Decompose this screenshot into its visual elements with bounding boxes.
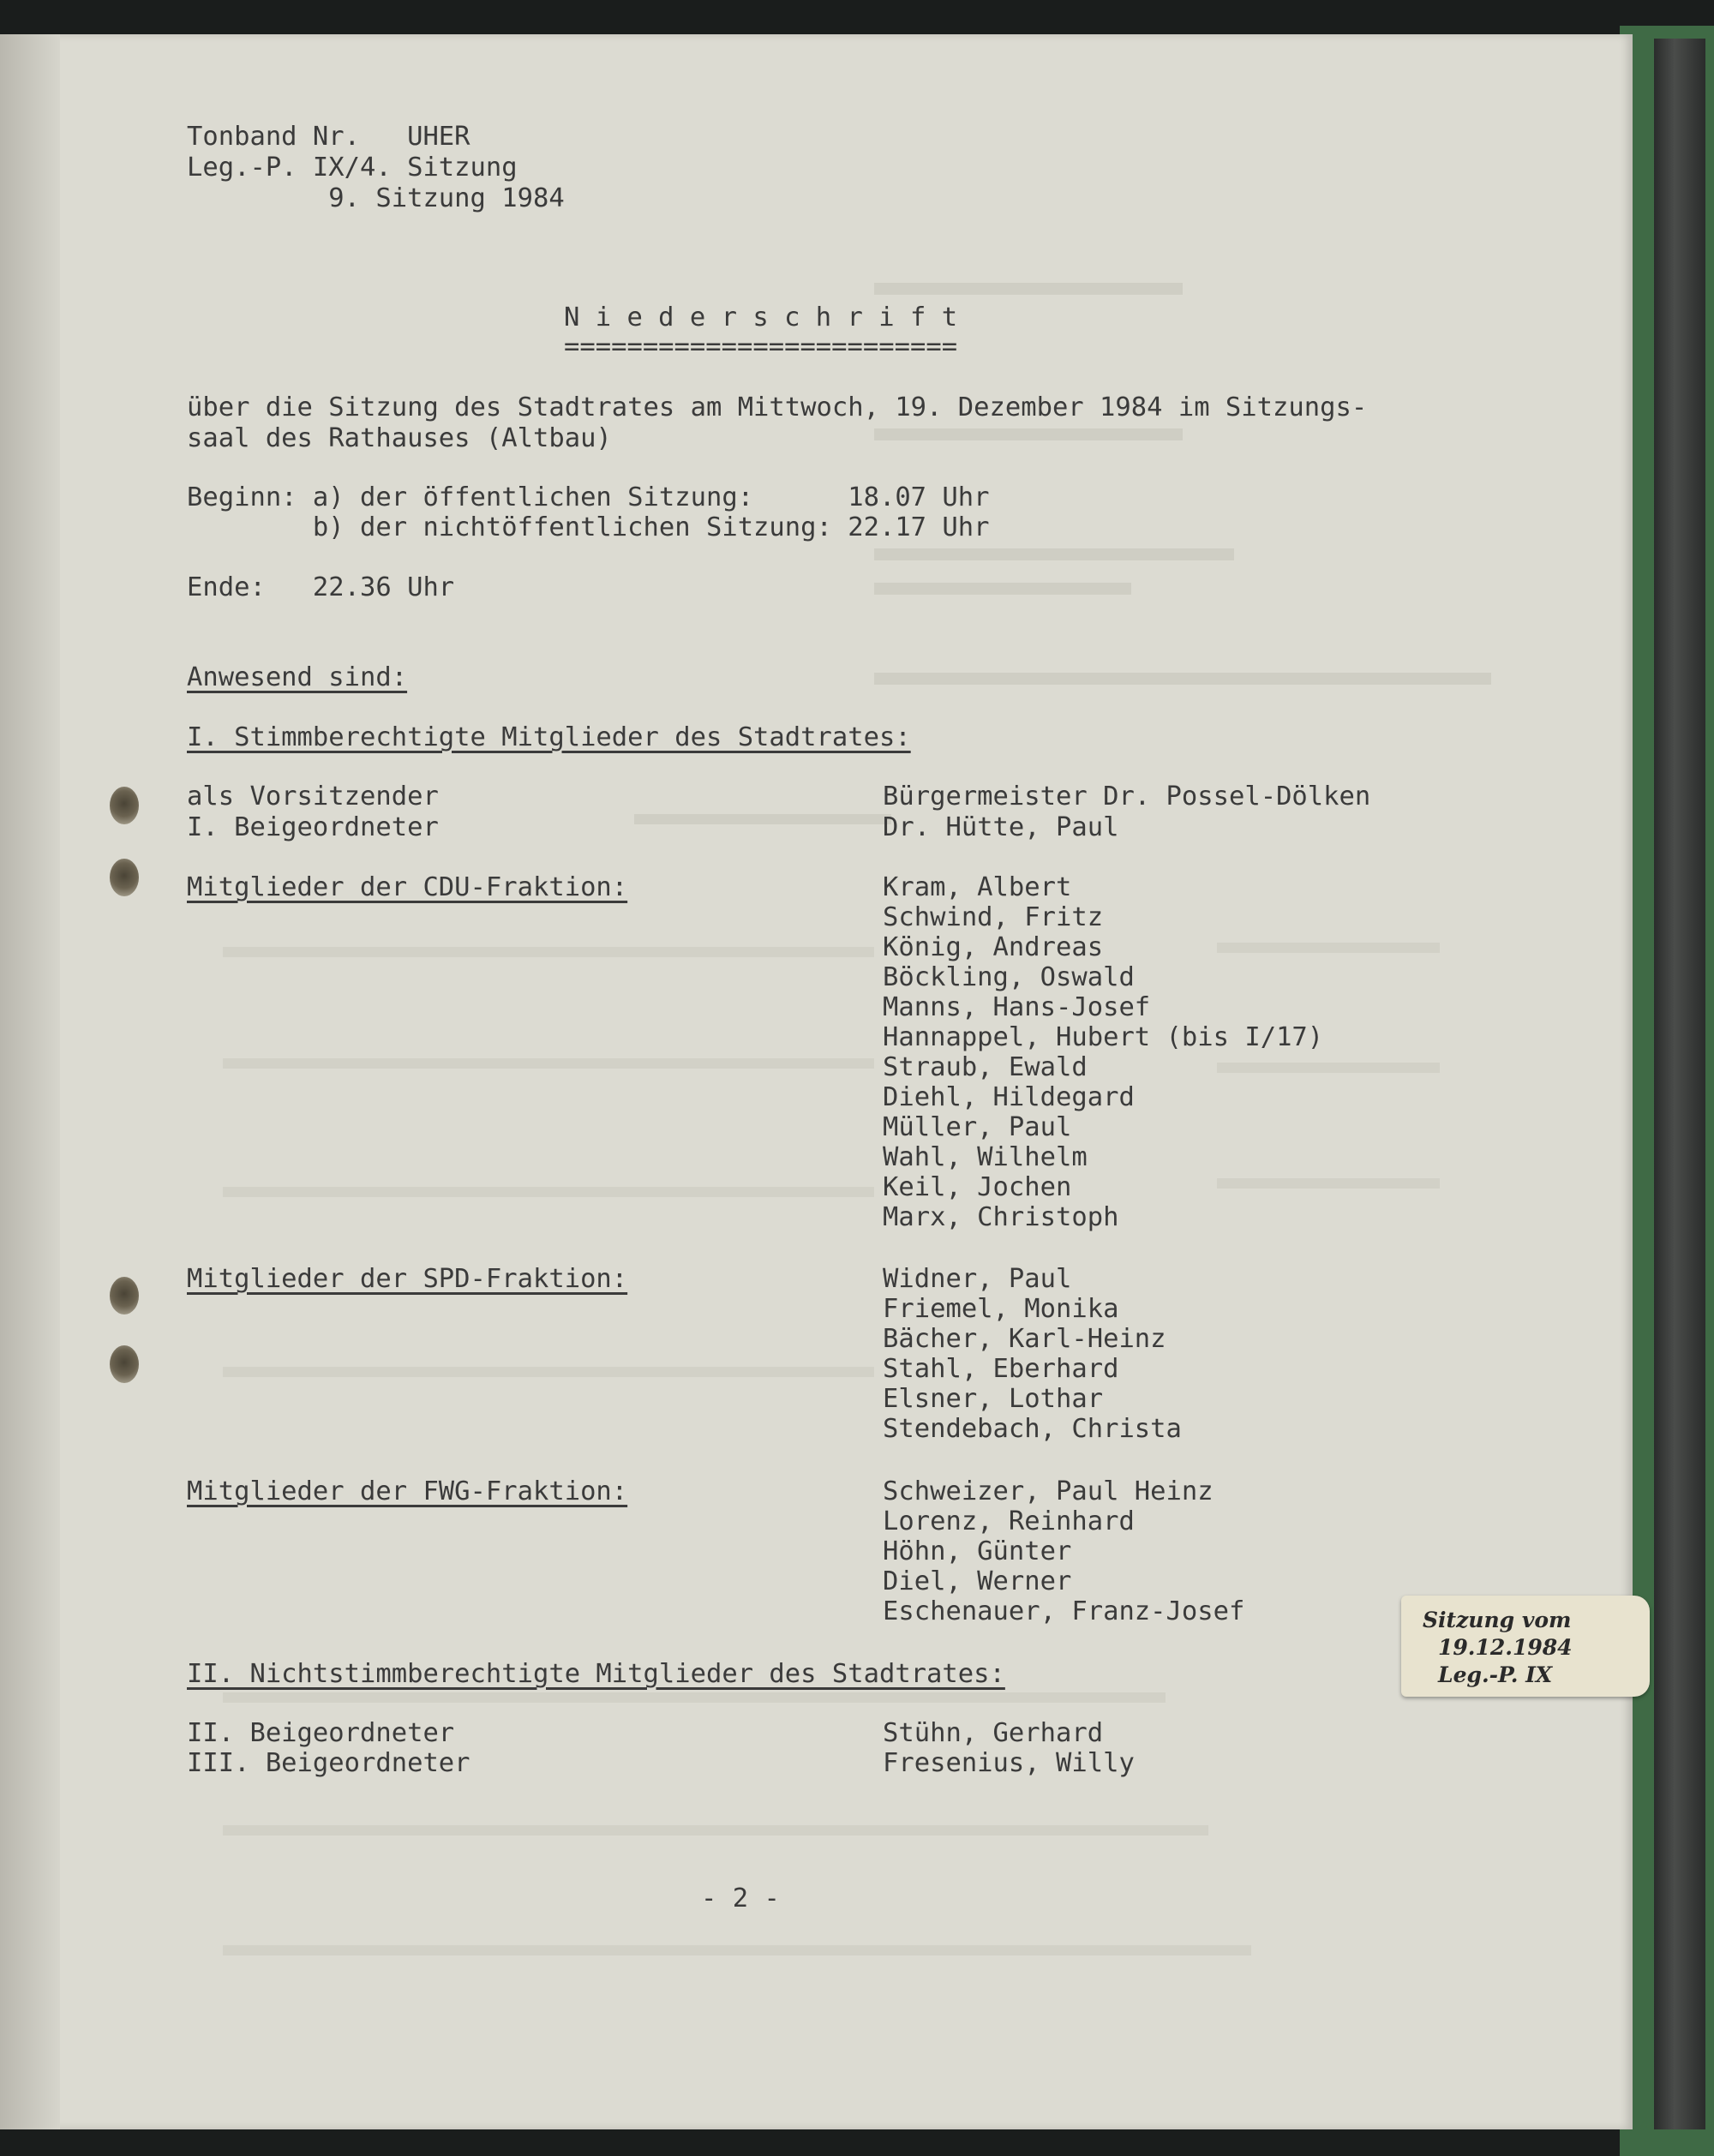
member-name: Lorenz, Reinhard [883, 1506, 1135, 1536]
member-name: Keil, Jochen [883, 1172, 1072, 1202]
member-name: Schwind, Fritz [883, 902, 1104, 932]
member-name: Marx, Christoph [883, 1202, 1119, 1232]
page-gutter [0, 34, 60, 2129]
role-name: Fresenius, Willy [883, 1748, 1135, 1778]
member-name: Hannappel, Hubert (bis I/17) [883, 1022, 1324, 1052]
begin-private: b) der nichtöffentlichen Sitzung: 22.17 Uhr [187, 512, 990, 542]
member-name: Widner, Paul [883, 1264, 1072, 1294]
group-label-cdu: Mitglieder der CDU-Fraktion: [187, 872, 628, 902]
member-name: Böckling, Oswald [883, 962, 1135, 992]
group-label-fwg: Mitglieder der FWG-Fraktion: [187, 1476, 628, 1506]
member-name: Friemel, Monika [883, 1294, 1119, 1324]
role-name: Bürgermeister Dr. Possel-Dölken [883, 782, 1371, 811]
intro-line-1: über die Sitzung des Stadtrates am Mittwoch, 19. Dezember 1984 im Sitzungs- [187, 392, 1368, 422]
punch-hole [110, 859, 139, 896]
tape-line: Tonband Nr. UHER [187, 122, 470, 152]
role-label: als Vorsitzender [187, 782, 439, 811]
member-name: König, Andreas [883, 932, 1104, 962]
present-heading: Anwesend sind: [187, 662, 408, 692]
member-name: Schweizer, Paul Heinz [883, 1476, 1214, 1506]
role-name: Stühn, Gerhard [883, 1718, 1104, 1748]
member-name: Stendebach, Christa [883, 1414, 1182, 1444]
member-name: Bächer, Karl-Heinz [883, 1324, 1166, 1354]
session-line: Leg.-P. IX/4. Sitzung [187, 153, 518, 183]
sticker-line-3: Leg.-P. IX [1438, 1662, 1553, 1687]
begin-public: Beginn: a) der öffentlichen Sitzung: 18.07 Uhr [187, 482, 990, 512]
document-title: N i e d e r s c h r i f t [564, 302, 958, 332]
member-name: Straub, Ewald [883, 1052, 1088, 1082]
group-label-spd: Mitglieder der SPD-Fraktion: [187, 1264, 628, 1294]
section-1-heading: I. Stimmberechtigte Mitglieder des Stadtrates: [187, 722, 911, 752]
member-name: Diel, Werner [883, 1566, 1072, 1596]
title-rule: ========================= [564, 332, 958, 362]
binder-spine [1654, 39, 1705, 2129]
section-2-heading: II. Nichtstimmberechtigte Mitglieder des Stadtrates: [187, 1659, 1005, 1689]
intro-line-2: saal des Rathauses (Altbau) [187, 423, 612, 453]
punch-hole [110, 1277, 139, 1315]
role-name: Dr. Hütte, Paul [883, 812, 1119, 842]
member-name: Wahl, Wilhelm [883, 1142, 1088, 1172]
member-name: Kram, Albert [883, 872, 1072, 902]
member-name: Diehl, Hildegard [883, 1082, 1135, 1112]
punch-hole [110, 1345, 139, 1383]
role-label: II. Beigeordneter [187, 1718, 455, 1748]
member-name: Müller, Paul [883, 1112, 1072, 1142]
member-name: Stahl, Eberhard [883, 1354, 1119, 1384]
page-number: - 2 - [701, 1884, 780, 1913]
sticker-line-1: Sitzung vom [1423, 1608, 1572, 1632]
end-time: Ende: 22.36 Uhr [187, 572, 455, 602]
member-name: Eschenauer, Franz-Josef [883, 1596, 1245, 1626]
member-name: Höhn, Günter [883, 1536, 1072, 1566]
member-name: Elsner, Lothar [883, 1384, 1104, 1414]
member-name: Manns, Hans-Josef [883, 992, 1151, 1022]
sticker-line-2: 19.12.1984 [1438, 1635, 1573, 1660]
role-label: III. Beigeordneter [187, 1748, 470, 1778]
role-label: I. Beigeordneter [187, 812, 439, 842]
session-year-line: 9. Sitzung 1984 [187, 183, 565, 213]
punch-hole [110, 787, 139, 824]
